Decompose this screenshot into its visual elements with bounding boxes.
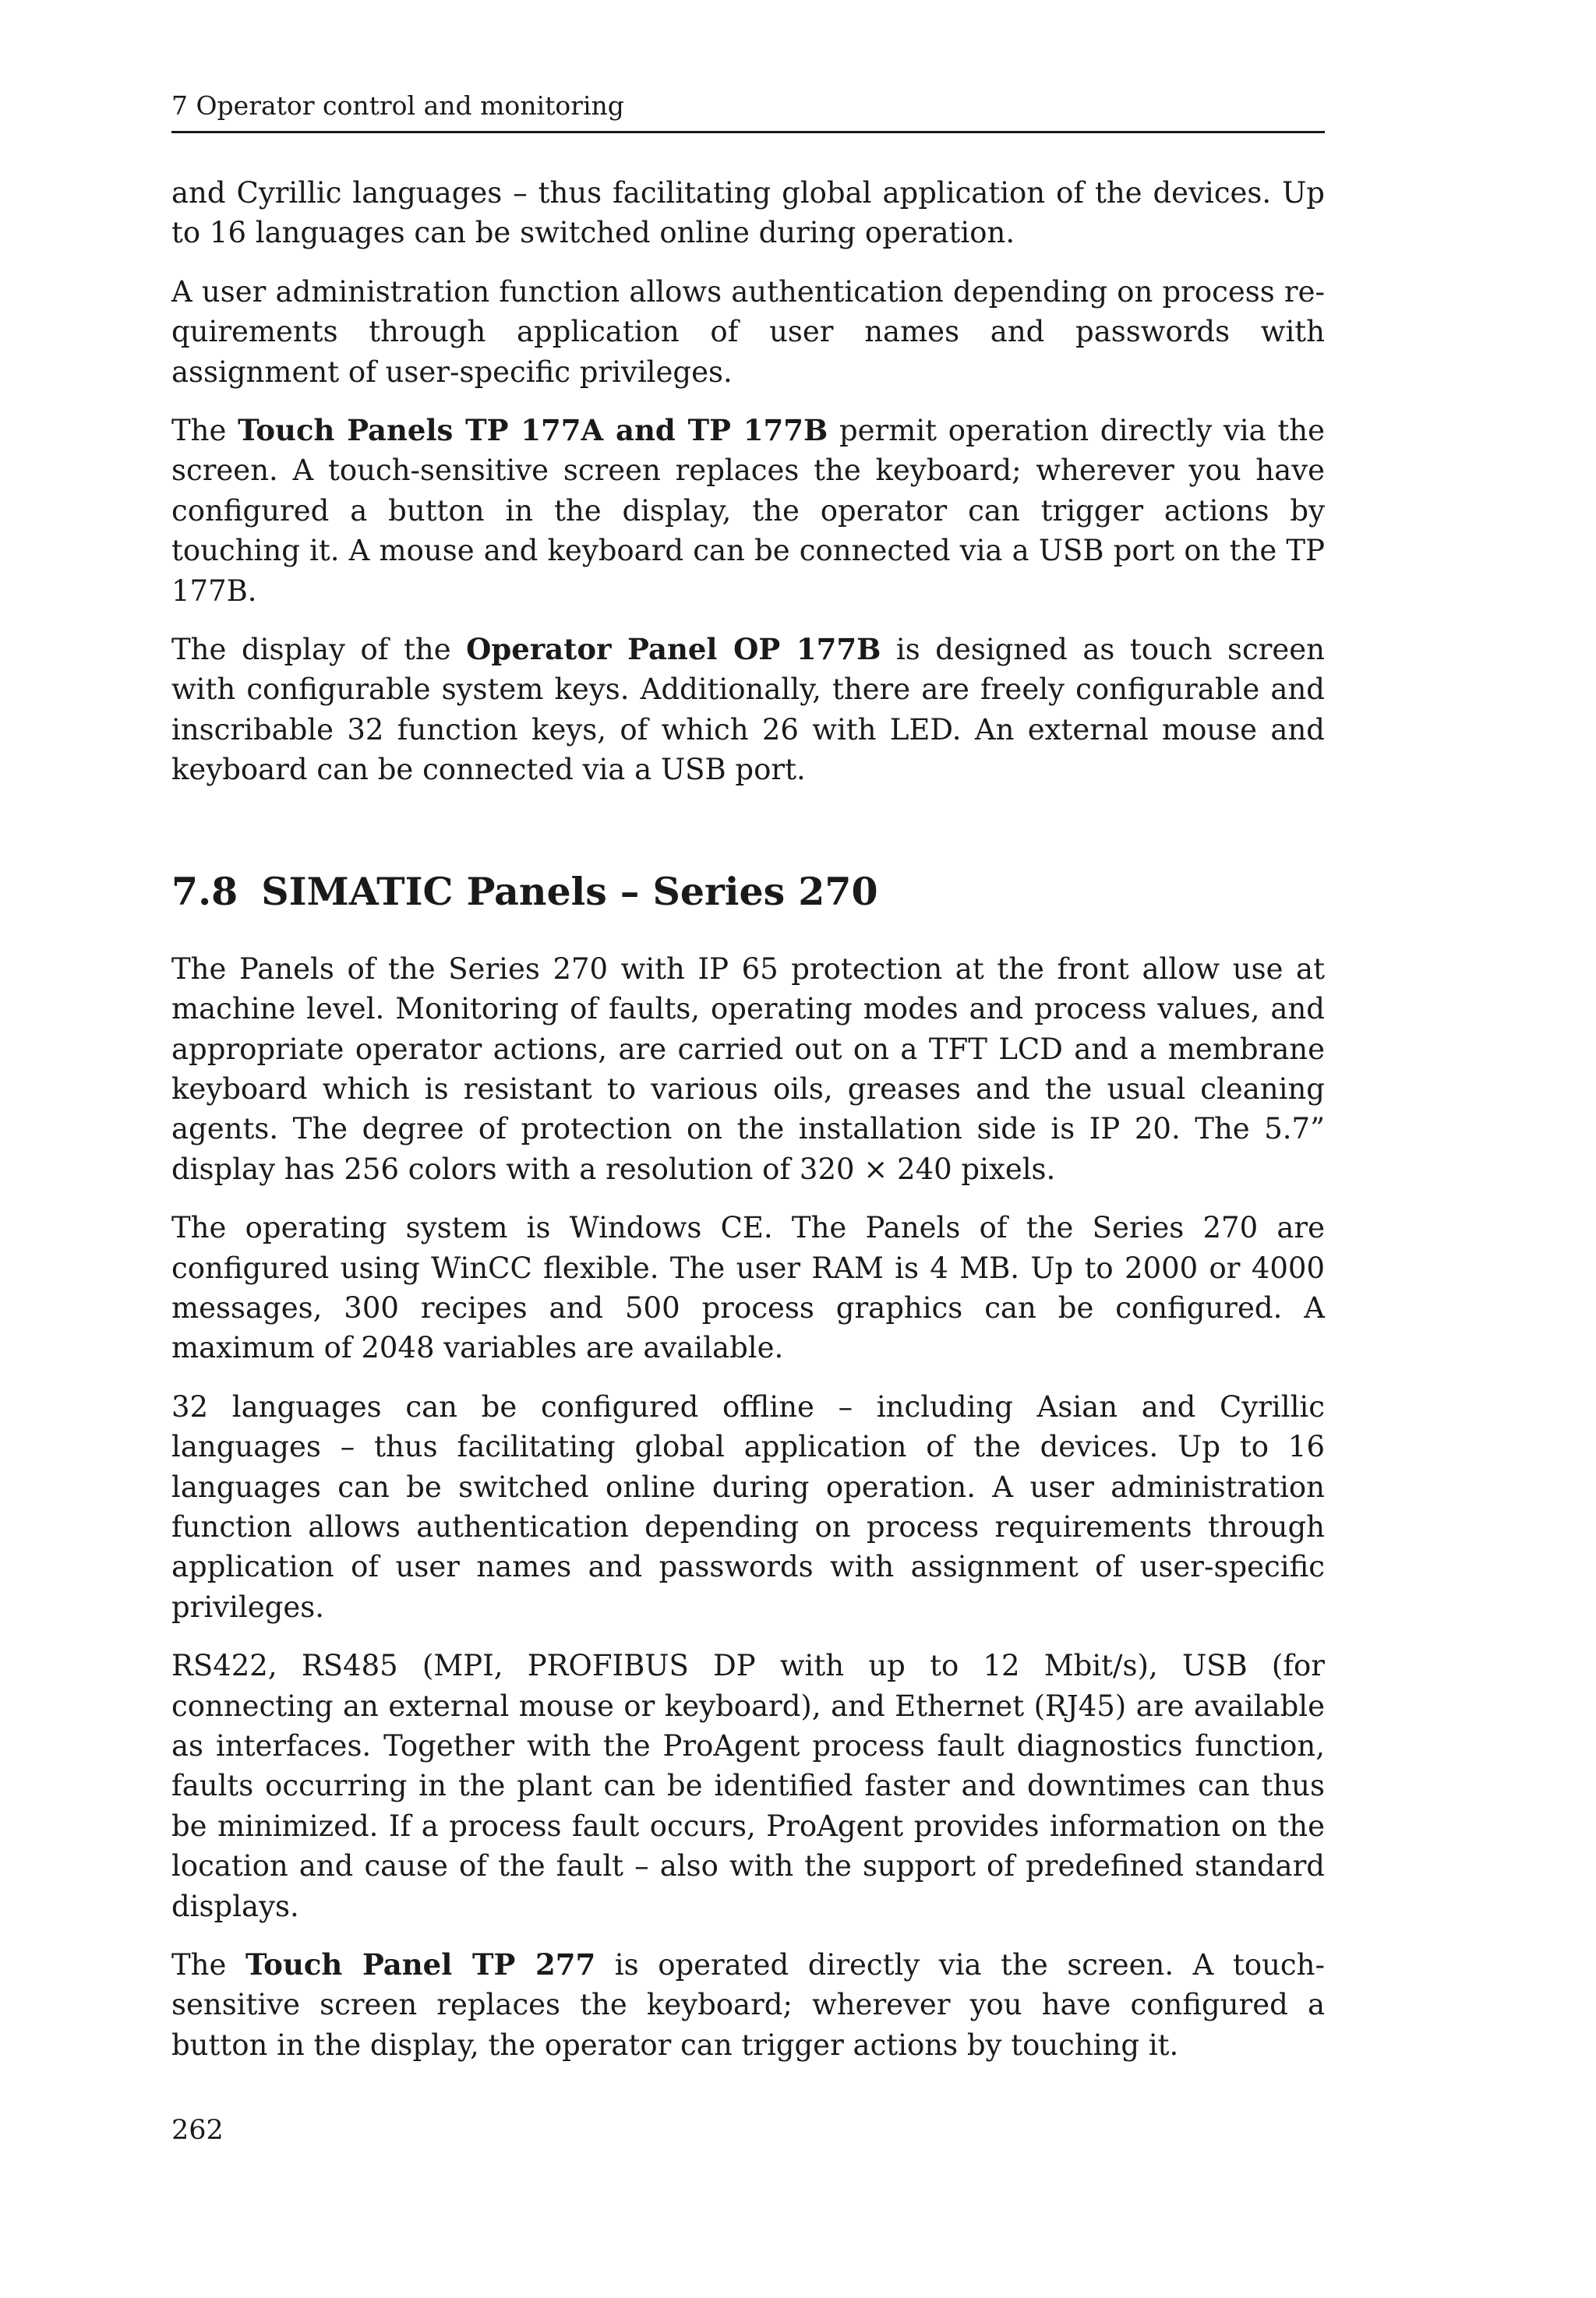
paragraph-text: permit operation directly via the screen. A touch-sensitive screen replaces the keyboard; wherever you have configured a button in the display, the operator can trigger actions by touching it. A mouse and keyboard can be connected via a USB port on the TP 177B.: [171, 414, 1326, 608]
bold-term: Touch Panel TP 277: [245, 1947, 596, 1982]
paragraph: [171, 1646, 1325, 1926]
paragraph-text: is designed as touch screen with configurable system keys. Additionally, there are freely configurable and inscribable 32 function keys, of which 26 with LED. An external mouse and keyboard can be connected via a USB port.: [171, 633, 1325, 787]
paragraph: [171, 173, 1325, 253]
section-heading: [171, 868, 1325, 915]
paragraph-text: The Panels of the Series 270 with IP 65 protection at the front allow use at machine level. Monitoring of faults, operating modes and process values, and appropriate operator actions, are carried out on a TFT LCD and a membrane keyboard which is resistant to various oils, greases and the usual cleaning agents. The degree of protection on the installation side is IP 20. The 5.7” display has 256 colors with a resolution of 320 × 240 pixels.: [171, 951, 1325, 1186]
paragraph-text: A user administration function allows authentication depending on process requirements through application of user names and passwords with assignment of user-specific privileges.: [171, 274, 1325, 389]
paragraph-text: The display of the: [171, 633, 467, 667]
paragraph: [171, 1945, 1325, 2065]
paragraph: [171, 272, 1325, 392]
paragraph-text: The: [171, 1948, 245, 1982]
paragraph: [171, 949, 1325, 1189]
section-title: SIMATIC Panels – Series 270: [261, 868, 878, 914]
paragraph-text: 32 languages can be configured offline – including Asian and Cyrillic languages – thus facilitating global application of the devices. Up to 16 languages can be switched online during operation. A user administration function allows authentication depending on process requirements through application of user names and passwords with assignment of user-specific privileges.: [171, 1389, 1325, 1624]
paragraph-text: The: [171, 414, 238, 448]
paragraph: [171, 1208, 1325, 1368]
paragraphs-before-section: [171, 173, 1325, 790]
paragraph-text: The operating system is Windows CE. The Panels of the Series 270 are configured using WinCC flexible. The user RAM is 4 MB. Up to 2000 or 4000 messages, 300 recipes and 500 process graphics can be configured. A maximum of 2048 variables are available.: [171, 1211, 1325, 1365]
paragraph-text: and Cyrillic languages – thus facilitating global application of the devices. Up to 16 languages can be switched online during operation.: [171, 176, 1325, 250]
section-paragraphs: [171, 949, 1325, 2066]
paragraph-text: RS422, RS485 (MPI, PROFIBUS DP with up to 12 Mbit/s), USB (for connecting an external mouse or keyboard), and Ethernet (RJ45) are available as interfaces. Together with the ProAgent process fault diagnostics function, faults occurring in the plant can be identified faster and downtimes can thus be minimized. If a process fault occurs, ProAgent provides information on the location and cause of the fault – also with the support of predefined standard displays.: [171, 1649, 1325, 1923]
section-number: 7.8: [171, 868, 238, 914]
paragraph: [171, 630, 1325, 790]
bold-term: Touch Panels TP 177A and TP 177B: [238, 413, 828, 448]
body-text: [171, 173, 1325, 2084]
paragraph: [171, 1387, 1325, 1627]
running-head: 7 Operator control and monitoring: [171, 87, 1325, 133]
page-number: 262: [171, 2115, 224, 2146]
paragraph-text: is operated directly via the screen. A touch-sensitive screen replaces the keyboard; wherever you have configured a button in the display, the operator can trigger actions by touching it.: [171, 1948, 1325, 2062]
bold-term: Operator Panel OP 177B: [466, 632, 881, 667]
paragraph: [171, 411, 1325, 611]
book-page: [171, 0, 1325, 2298]
